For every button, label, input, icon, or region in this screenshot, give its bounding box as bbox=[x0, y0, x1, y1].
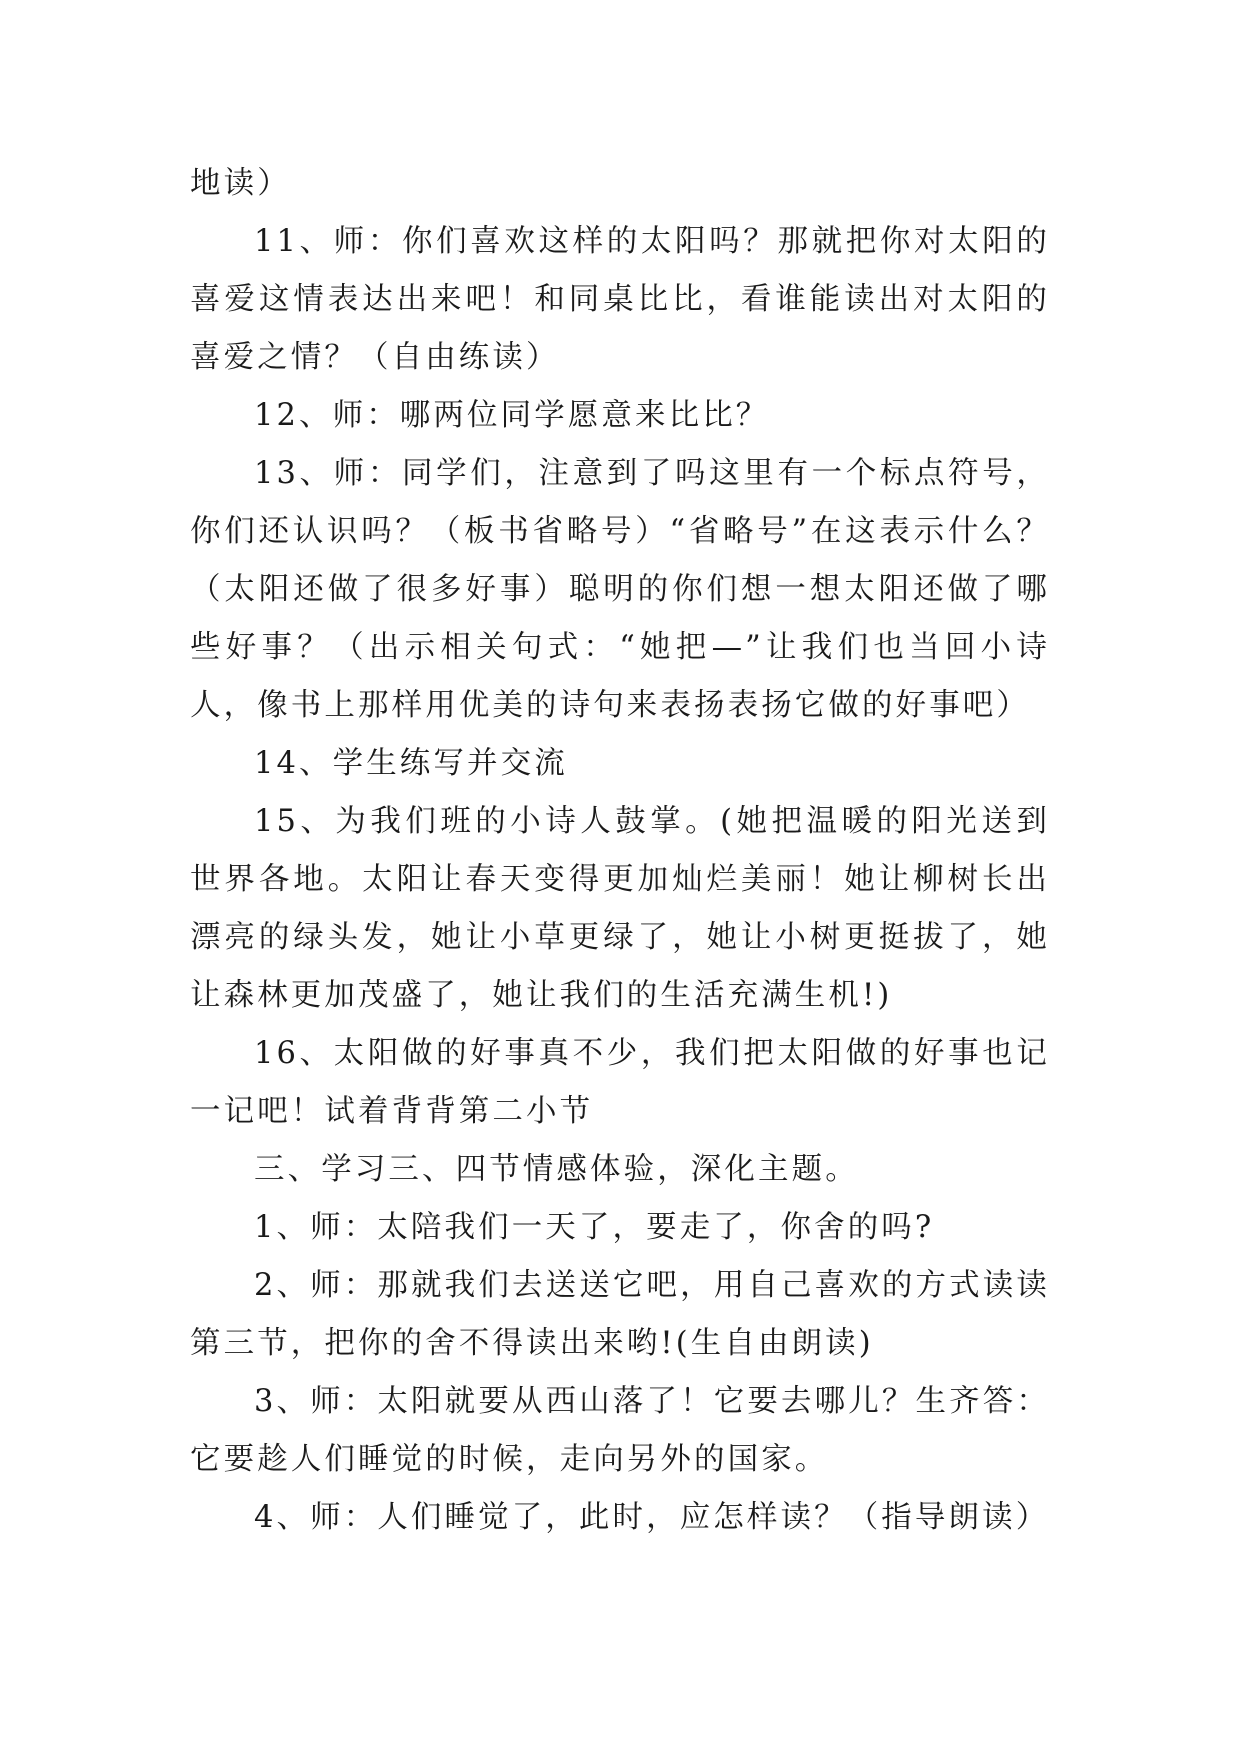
section-heading-three: 三、学习三、四节情感体验，深化主题。 bbox=[254, 1152, 859, 1187]
paragraph-item-2: 2、师：那就我们去送送它吧，用自己喜欢的方式读读第三节，把你的舍不得读出来哟!(生自由朗读) bbox=[190, 1268, 1050, 1361]
paragraph-item-12: 12、师：哪两位同学愿意来比比？ bbox=[254, 398, 770, 433]
paragraph-continuation: 地读） bbox=[190, 166, 291, 201]
paragraph-item-13: 13、师：同学们，注意到了吗这里有一个标点符号，你们还认识吗？（板书省略号）“省略号”在这表示什么？（太阳还做了很多好事）聪明的你们想一想太阳还做了哪些好事？（出示相关句式：“她把—”让我们也当回小诗人，像书上那样用优美的诗句来表扬表扬它做的好事吧） bbox=[190, 456, 1050, 723]
paragraph-item-1: 1、师：太陪我们一天了，要走了，你舍的吗? bbox=[254, 1210, 935, 1245]
paragraph-item-15: 15、为我们班的小诗人鼓掌。(她把温暖的阳光送到世界各地。太阳让春天变得更加灿烂美丽！她让柳树长出漂亮的绿头发，她让小草更绿了，她让小树更挺拔了，她让森林更加茂盛了，她让我们的生活充满生机!) bbox=[190, 804, 1050, 1013]
paragraph-item-4: 4、师：人们睡觉了，此时，应怎样读？（指导朗读） bbox=[254, 1500, 1050, 1535]
paragraph-item-14: 14、学生练写并交流 bbox=[254, 746, 568, 781]
paragraph-item-16: 16、太阳做的好事真不少，我们把太阳做的好事也记一记吧！试着背背第二小节 bbox=[190, 1036, 1050, 1129]
document-body bbox=[190, 155, 1050, 1547]
paragraph-item-11: 11、师：你们喜欢这样的太阳吗？那就把你对太阳的喜爱这情表达出来吧！和同桌比比，看谁能读出对太阳的喜爱之情？（自由练读） bbox=[190, 224, 1050, 375]
paragraph-item-3: 3、师：太阳就要从西山落了！它要去哪儿？生齐答：它要趁人们睡觉的时候，走向另外的国家。 bbox=[190, 1384, 1050, 1477]
